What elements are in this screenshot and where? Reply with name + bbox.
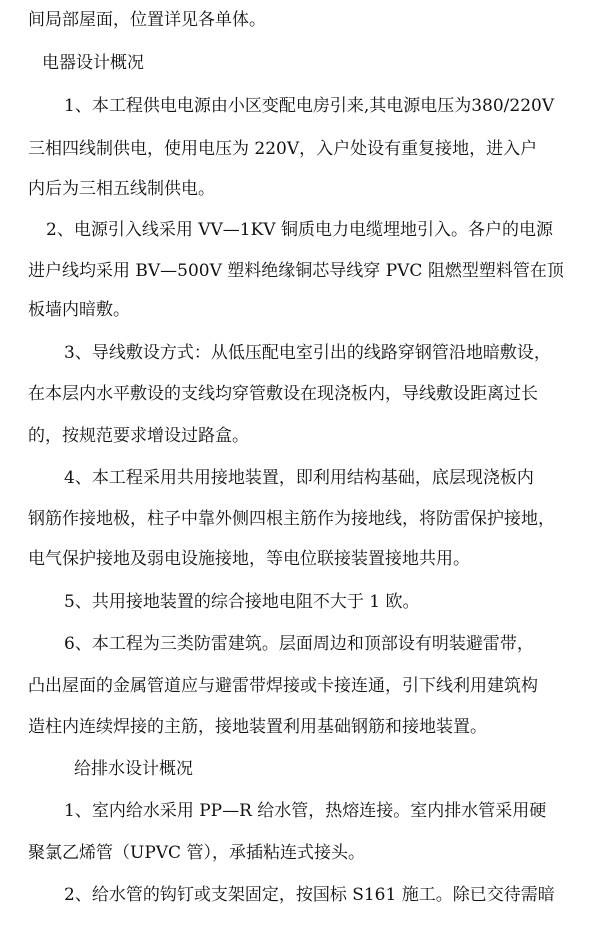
text-line-9: 3、导线敷设方式：从低压配电室引出的线路穿钢管沿地暗敷设， <box>64 343 551 363</box>
text-line-21: 聚氯乙烯管（UPVC 管），承插粘连式接头。 <box>28 843 365 863</box>
text-line-16: 6、本工程为三类防雷建筑。层面周边和顶部设有明装避雷带， <box>64 634 534 654</box>
section-heading-electrical: 电器设计概况 <box>42 53 144 73</box>
text-line-7: 进户线均采用 BV—500V 塑料绝缘铜芯导线穿 PVC 阻燃型塑料管在顶 <box>28 261 564 281</box>
text-line-13: 钢筋作接地极，柱子中靠外侧四根主筋作为接地线，将防雷保护接地， <box>28 509 555 529</box>
text-line-14: 电气保护接地及弱电设施接地，等电位联接装置接地共用。 <box>28 549 470 569</box>
text-line-3: 1、本工程供电电源由小区变配电房引来,其电源电压为380/220V <box>64 96 555 116</box>
text-line-10: 在本层内水平敷设的支线均穿管敷设在现浇板内，导线敷设距离过长 <box>28 384 538 404</box>
text-line-12: 4、本工程采用共用接地装置，即利用结构基础，底层现浇板内 <box>64 468 534 488</box>
text-line-8: 板墙内暗敷。 <box>28 300 130 320</box>
text-line-6: 2、电源引入线采用 VV—1KV 铜质电力电缆埋地引入。各户的电源 <box>46 220 553 240</box>
text-line-22: 2、给水管的钩钉或支架固定，按国标 S161 施工。除已交待需暗 <box>64 885 555 905</box>
section-heading-plumbing: 给排水设计概况 <box>74 759 193 779</box>
text-line-15: 5、共用接地装置的综合接地电阻不大于 1 欧。 <box>64 592 420 612</box>
text-line-4: 三相四线制供电，使用电压为 220V，入户处设有重复接地，进入户 <box>28 139 538 159</box>
text-line-18: 造柱内连续焊接的主筋，接地装置利用基础钢筋和接地装置。 <box>28 717 487 737</box>
text-line-11: 的，按规范要求增设过路盒。 <box>28 426 249 446</box>
text-line-1: 间局部屋面，位置详见各单体。 <box>28 10 266 30</box>
text-line-20: 1、室内给水采用 PP—R 给水管，热熔连接。室内排水管采用硬 <box>64 801 547 821</box>
text-line-5: 内后为三相五线制供电。 <box>28 179 215 199</box>
text-line-17: 凸出屋面的金属管道应与避雷带焊接或卡接连通，引下线利用建筑构 <box>28 676 538 696</box>
